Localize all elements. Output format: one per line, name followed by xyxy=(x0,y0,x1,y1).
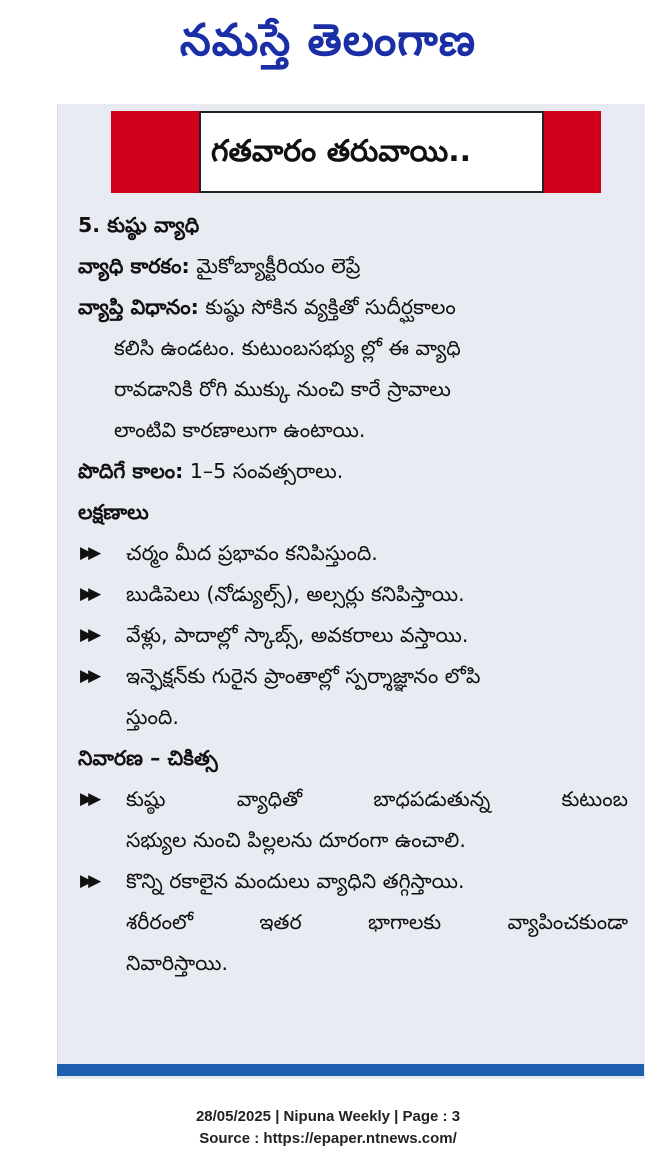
newspaper-masthead: నమస్తే తెలంగాణ xyxy=(179,15,477,66)
prevention-title: నివారణ – చికిత్స xyxy=(78,746,218,770)
symptom-text-continued: స్తుంది. xyxy=(126,705,179,729)
article-content xyxy=(78,205,628,984)
symptom-item xyxy=(78,656,628,697)
prevention-text-continued: సభ్యుల నుంచి పిల్లలను దూరంగా ఉంచాలి. xyxy=(126,828,466,852)
symptom-item xyxy=(78,533,628,574)
prevention-item xyxy=(78,779,628,820)
symptom-item xyxy=(78,615,628,656)
symptom-text: ఇన్ఫెక్షన్‌కు గురైన ప్రాంతాల్లో స్పర్శాజ్ఞానం లోపి xyxy=(126,664,481,688)
card-bottom-bar xyxy=(57,1064,644,1076)
double-arrow-bullet-icon: ▶▶ xyxy=(80,584,97,604)
spread-row xyxy=(78,287,628,328)
double-arrow-bullet-icon: ▶▶ xyxy=(80,625,97,645)
spread-line: కుష్ఠు సోకిన వ్యక్తితో సుదీర్ఘకాలం xyxy=(205,295,456,319)
prevention-text: కొన్ని రకాలైన మందులు వ్యాధిని తగ్గిస్తాయి. xyxy=(126,869,465,893)
heading-red-block-left xyxy=(111,111,199,193)
article-heading: గతవారం తరువాయి.. xyxy=(199,111,544,193)
prevention-item xyxy=(78,861,628,902)
heading-red-block-right xyxy=(544,111,601,193)
double-arrow-bullet-icon: ▶▶ xyxy=(80,666,97,686)
cause-value: మైకోబ్యాక్టీరియం లెప్రే xyxy=(196,254,361,278)
prevention-text-continued: శరీరంలో ఇతర భాగాలకు వ్యాపించకుండా xyxy=(126,910,628,934)
symptoms-title: లక్షణాలు xyxy=(78,500,149,524)
prevention-text-continued: నివారిస్తాయి. xyxy=(126,951,229,975)
footer xyxy=(0,1106,656,1150)
cause-row xyxy=(78,246,628,287)
spread-line: రావడానికి రోగి ముక్కు నుంచి కారే స్రావాలు xyxy=(114,377,451,401)
cause-label: వ్యాధి కారకం: xyxy=(78,254,190,278)
double-arrow-bullet-icon: ▶▶ xyxy=(80,871,97,891)
footer-date-line: 28/05/2025 | Nipuna Weekly | Page : 3 xyxy=(195,1108,461,1125)
symptom-text: చర్మం మీద ప్రభావం కనిపిస్తుంది. xyxy=(126,541,378,565)
prevention-text: కుష్ఠు వ్యాధితో బాధపడుతున్న కుటుంబ xyxy=(126,787,628,811)
symptom-text: వేళ్లు, పాదాల్లో స్కాబ్స్, అవకరాలు వస్తాయి. xyxy=(126,623,469,647)
section-title: 5. కుష్ఠు వ్యాధి xyxy=(78,213,200,237)
spread-label: వ్యాప్తి విధానం: xyxy=(78,295,199,319)
spread-line: కలిసి ఉండటం. కుటుంబసభ్యు ల్లో ఈ వ్యాధి xyxy=(114,336,461,360)
symptom-text: బుడిపెలు (నోడ్యుల్స్), అల్సర్లు కనిపిస్తాయి. xyxy=(126,582,465,606)
double-arrow-bullet-icon: ▶▶ xyxy=(80,543,97,563)
incubation-value: 1–5 సంవత్సరాలు. xyxy=(189,459,344,483)
incubation-label: పొదిగే కాలం: xyxy=(78,459,184,483)
incubation-row xyxy=(78,451,628,492)
double-arrow-bullet-icon: ▶▶ xyxy=(80,789,97,809)
footer-source-line: Source : https://epaper.ntnews.com/ xyxy=(199,1130,457,1147)
symptom-item xyxy=(78,574,628,615)
spread-line: లాంటివి కారణాలుగా ఉంటాయి. xyxy=(114,418,366,442)
